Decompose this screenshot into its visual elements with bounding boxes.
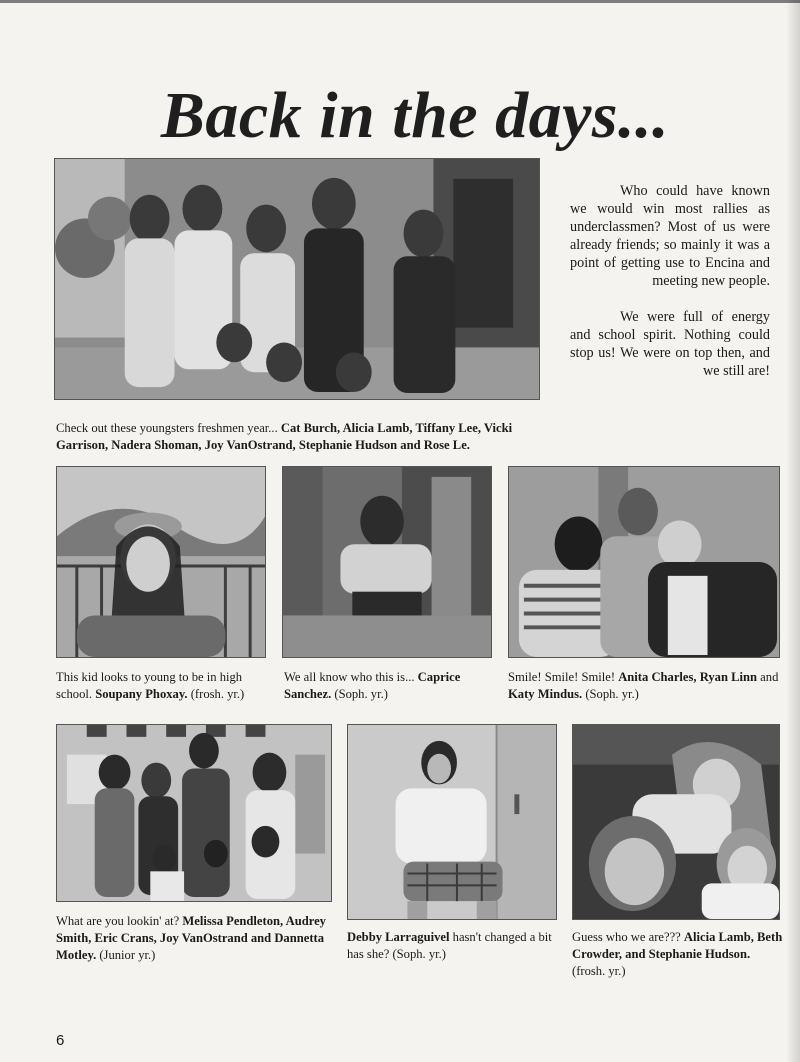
caption-names: Melissa Pendleton, Audrey Smith, Eric Crans, Joy VanOstrand and Dannetta Motley. [56,914,326,962]
caption-junior-group: What are you lookin' at? Melissa Pendleton, Audrey Smith, Eric Crans, Joy VanOstrand and Dannetta Motley. (Junior yr.) [56,914,326,962]
caption-caprice: We all know who this is... Caprice Sanchez. (Soph. yr.) [284,670,461,701]
intro-paragraph-1: Who could have known we would win most rallies as underclassmen? Most of us were already friends; so mainly it was a point of getting use to Encina and meeting new people. [570,183,770,289]
caption-smile: Smile! Smile! Smile! Anita Charles, Ryan Linn and Katy Mindus. (Soph. yr.) [508,670,779,701]
photo-debby [347,724,557,920]
photo-junior-group [56,724,332,902]
intro-text [570,182,770,398]
caption-debby: Debby Larraguivel hasn't changed a bit has she? (Soph. yr.) [347,930,552,961]
caption-names: Soupany Phoxay. [95,687,188,701]
scan-top-edge [0,0,800,3]
caption-names-2: Katy Mindus. [508,687,583,701]
caption-guess: Guess who we are??? Alicia Lamb, Beth Crowder, and Stephanie Hudson. (frosh. yr.) [572,930,783,978]
caption-names: Alicia Lamb, Beth Crowder, and Stephanie Hudson. [572,930,783,961]
intro-paragraph-2: We were full of energy and school spirit. Nothing could stop us! We were on top then, and we still are! [570,309,770,379]
caption-names: Debby Larraguivel [347,930,450,944]
caption-names: Cat Burch, Alicia Lamb, Tiffany Lee, Vicki Garrison, Nadera Shoman, Joy VanOstrand, Stephanie Hudson and Rose Le. [56,421,513,452]
photo-guess-trio [572,724,780,920]
caption-freshmen-group: Check out these youngsters freshmen year... Cat Burch, Alicia Lamb, Tiffany Lee, Vicki Garrison, Nadera Shoman, Joy VanOstrand, Stephanie Hudson and Rose Le. [56,421,513,452]
photo-smile-trio [508,466,780,658]
scan-page-shadow [786,0,800,1062]
photo-soupany [56,466,266,658]
caption-names: Anita Charles, Ryan Linn [618,670,758,684]
page-number: 6 [56,1032,65,1049]
page-title: Back in the days... [160,79,670,152]
caption-names: Caprice Sanchez. [284,670,461,701]
caption-soupany: This kid looks to young to be in high school. Soupany Phoxay. (frosh. yr.) [56,670,245,701]
photo-freshmen-group [54,158,540,400]
photo-caprice [282,466,492,658]
